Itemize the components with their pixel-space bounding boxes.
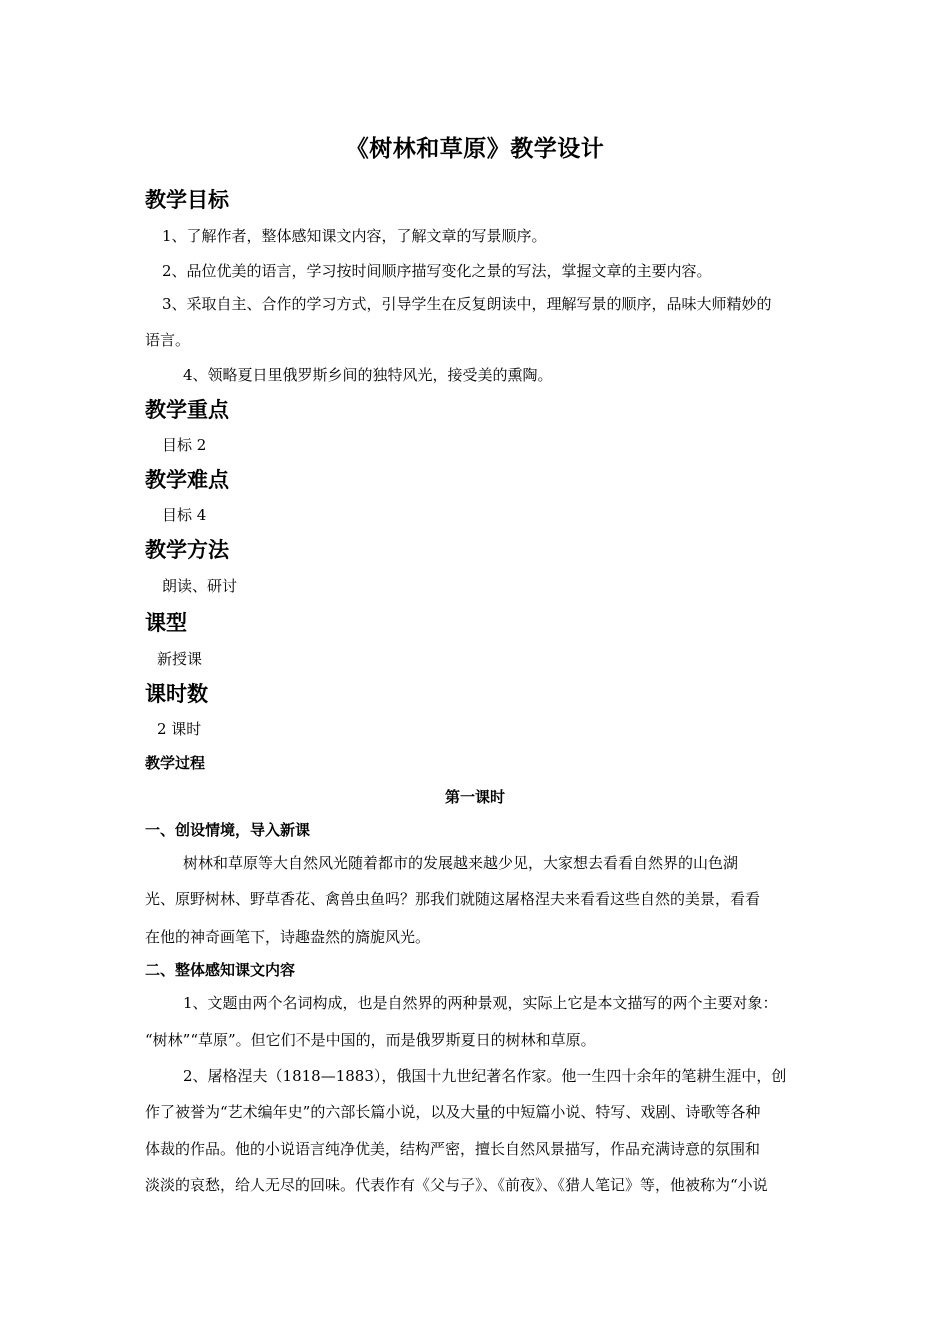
- section2-heading: 二、整体感知课文内容: [145, 961, 296, 979]
- section2-line-6: 淡淡的哀愁，给人无尽的回味。代表作有《父与子》、《前夜》、《猎人笔记》等，他被称为“小说: [145, 1176, 768, 1194]
- section1-line-1: 树林和草原等大自然风光随着都市的发展越来越少见，大家想去看看自然界的山色湖: [183, 854, 739, 872]
- section2-line-2: “树林”“草原”。但它们不是中国的，而是俄罗斯夏日的树林和草原。: [145, 1031, 596, 1049]
- heading-method: 教学方法: [145, 538, 229, 562]
- section1-line-3: 在他的神奇画笔下，诗趣盎然的旖旎风光。: [145, 928, 431, 946]
- heading-teaching-goals: 教学目标: [145, 188, 229, 212]
- heading-lesson-type: 课型: [145, 611, 187, 635]
- method-text: 朗读、研讨: [162, 577, 238, 595]
- goal-line-3-cont: 语言。: [145, 331, 191, 349]
- section2-line-3: 2、屠格涅夫（1818—1883），俄国十九世纪著名作家。他一生四十余年的笔耕生涯中，创: [183, 1067, 787, 1085]
- heading-process: 教学过程: [145, 754, 206, 772]
- period-heading: 第一课时: [444, 788, 505, 806]
- section1-line-2: 光、原野树林、野草香花、禽兽虫鱼吗？那我们就随这屠格涅夫来看看这些自然的美景，看看: [145, 890, 761, 908]
- heading-difficulty: 教学难点: [145, 468, 229, 492]
- section1-heading: 一、创设情境，导入新课: [145, 821, 311, 839]
- heading-key-point: 教学重点: [145, 398, 229, 422]
- goal-line-3: 3、采取自主、合作的学习方式，引导学生在反复朗读中，理解写景的顺序，品味大师精妙的: [162, 295, 772, 313]
- lesson-type-text: 新授课: [157, 650, 203, 668]
- hours-text: 2 课时: [157, 720, 202, 738]
- section2-line-1: 1、文题由两个名词构成，也是自然界的两种景观，实际上它是本文描写的两个主要对象：: [183, 994, 778, 1012]
- section2-line-4: 作了被誉为“艺术编年史”的六部长篇小说，以及大量的中短篇小说、特写、戏剧、诗歌等各种: [145, 1103, 761, 1121]
- difficulty-text: 目标 4: [162, 506, 207, 524]
- section2-line-5: 体裁的作品。他的小说语言纯净优美，结构严密，擅长自然风景描写，作品充满诗意的氛围和: [145, 1140, 761, 1158]
- key-point-text: 目标 2: [162, 436, 207, 454]
- goal-line-1: 1、了解作者，整体感知课文内容，了解文章的写景顺序。: [162, 227, 547, 245]
- document-title: 《树林和草原》教学设计: [345, 136, 605, 162]
- goal-line-4: 4、领略夏日里俄罗斯乡间的独特风光，接受美的熏陶。: [183, 366, 553, 384]
- heading-hours: 课时数: [145, 682, 208, 706]
- goal-line-2: 2、品位优美的语言，学习按时间顺序描写变化之景的写法，掌握文章的主要内容。: [162, 262, 712, 280]
